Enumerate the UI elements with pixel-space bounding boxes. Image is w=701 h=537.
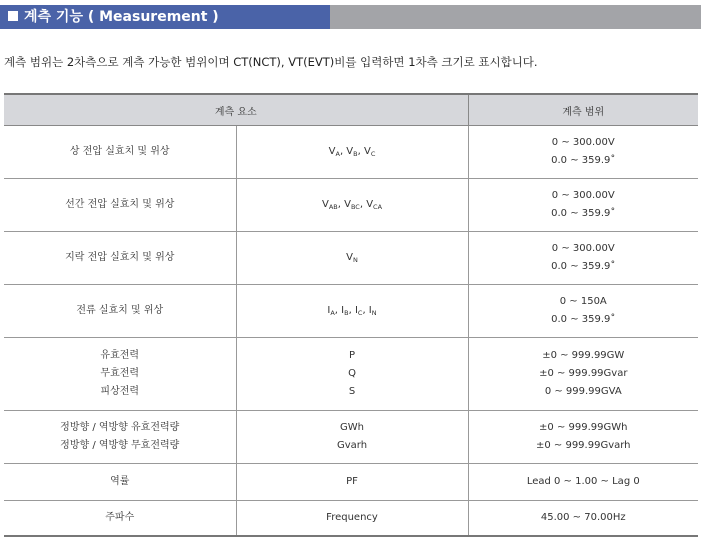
section-header (0, 5, 701, 29)
symbol-subscript: C (370, 150, 376, 158)
cell-range (468, 411, 698, 464)
table-row (4, 126, 698, 179)
header-measurement-range: 계측 범위 (468, 94, 698, 126)
range-value: ±0 ~ 999.99Gvarh (535, 440, 631, 451)
range-value: ±0 ~ 999.99GW (542, 350, 625, 361)
range-value: 0 ~ 300.00V (551, 137, 615, 148)
range-value: 0.0 ~ 359.9˚ (551, 208, 616, 219)
cell-item-name (4, 464, 236, 501)
range-value: 0 ~ 150A (559, 296, 607, 307)
item-name: 전류 실효치 및 위상 (76, 305, 164, 316)
section-title (8, 5, 219, 29)
item-name: 상 전압 실효치 및 위상 (69, 146, 170, 157)
header-gray-band (330, 5, 701, 29)
range-value: 0 ~ 300.00V (551, 243, 615, 254)
cell-range (468, 232, 698, 285)
cell-symbol (236, 411, 468, 464)
symbol: P (348, 350, 356, 361)
symbol-subscript: AB (328, 203, 338, 211)
item-name: 정방향 / 역방향 유효전력량 (60, 422, 180, 433)
symbol (237, 249, 468, 267)
cell-range (468, 126, 698, 179)
symbol-base: I (327, 305, 331, 316)
symbol-base: V (346, 252, 353, 263)
symbol-base: V (328, 146, 336, 157)
description-text: 계측 범위는 2차측으로 계측 가능한 범위이며 CT(NCT), VT(EVT)비를 입력하면 1차측 크기로 표시합니다. (4, 55, 538, 69)
range-value: 0 ~ 999.99GVA (544, 386, 622, 397)
range-value: 0 ~ 300.00V (551, 190, 615, 201)
cell-item-name (4, 411, 236, 464)
item-name: 주파수 (105, 511, 135, 523)
cell-symbol (236, 464, 468, 501)
symbol-subscript: BC (350, 203, 360, 211)
symbol: $V_A$, $V_B$, $V_C$ (328, 146, 376, 158)
cell-item-name (4, 179, 236, 232)
cell-symbol (236, 232, 468, 285)
symbol-subscript: N (371, 309, 377, 317)
symbol: $I_A$, $I_B$, $I_C$, $I_N$ (327, 305, 377, 317)
item-name: 무효전력 (100, 368, 140, 379)
symbol-subscript: A (335, 150, 340, 158)
range-value: 0.0 ~ 359.9˚ (551, 261, 616, 272)
range-value: Lead 0 ~ 1.00 ~ Lag 0 (526, 476, 640, 487)
range-value: ±0 ~ 999.99GWh (539, 422, 628, 433)
table-row (4, 232, 698, 285)
item-name: 정방향 / 역방향 무효전력량 (60, 440, 180, 451)
square-bullet-icon (8, 11, 18, 21)
section-title-text: 계측 기능 ( Measurement ) (24, 9, 219, 25)
measurement-table (4, 93, 698, 537)
cell-item-name (4, 501, 236, 536)
cell-range (468, 464, 698, 501)
symbol-subscript: A (330, 309, 335, 317)
table-row (4, 501, 698, 536)
item-name: 선간 전압 실효치 및 위상 (65, 199, 175, 210)
symbol-subscript: CA (373, 203, 383, 211)
cell-item-name (4, 232, 236, 285)
cell-item-name (4, 338, 236, 411)
symbol: Gvarh (336, 440, 368, 451)
range-value: 45.00 ~ 70.00Hz (540, 511, 626, 523)
symbol-base: V (344, 199, 351, 210)
symbol-base: I (341, 305, 345, 316)
cell-item-name (4, 285, 236, 338)
symbol-subscript: C (357, 309, 363, 317)
range-value: 0.0 ~ 359.9˚ (551, 314, 616, 325)
symbol-base: V (321, 199, 329, 210)
symbol-base: I (368, 305, 372, 316)
symbol: PF (346, 476, 358, 487)
range-value: ±0 ~ 999.99Gvar (539, 368, 628, 379)
symbol: GWh (340, 422, 364, 433)
symbol-subscript: B (344, 309, 349, 317)
range-value: 0.0 ~ 359.9˚ (551, 155, 616, 166)
symbol: $V_{AB}$, $V_{BC}$, $V_{CA}$ (321, 199, 383, 211)
cell-symbol (236, 126, 468, 179)
item-name: 역률 (110, 476, 130, 487)
cell-range (468, 285, 698, 338)
table-row (4, 338, 698, 411)
symbol: S (348, 386, 356, 397)
symbol-base: I (354, 305, 358, 316)
symbol: Q (348, 368, 356, 379)
cell-item-name (4, 126, 236, 179)
cell-range (468, 501, 698, 536)
symbol-base: V (346, 146, 354, 157)
cell-range (468, 338, 698, 411)
symbol-subscript: N (352, 256, 358, 264)
symbol-base: V (363, 146, 371, 157)
header-measurement-item: 계측 요소 (4, 94, 468, 126)
symbol: Frequency (326, 511, 378, 523)
symbol-subscript: B (353, 150, 358, 158)
symbol-base: V (366, 199, 374, 210)
cell-symbol (236, 501, 468, 536)
cell-symbol (236, 338, 468, 411)
table-row (4, 411, 698, 464)
item-name: 피상전력 (100, 386, 140, 397)
cell-symbol (236, 285, 468, 338)
table-row (4, 285, 698, 338)
item-name: 유효전력 (100, 350, 140, 361)
cell-symbol (236, 179, 468, 232)
table-row (4, 179, 698, 232)
table-body (4, 126, 698, 536)
item-name: 지락 전압 실효치 및 위상 (65, 252, 175, 263)
cell-range (468, 179, 698, 232)
table-header-row (4, 94, 698, 126)
table-row (4, 464, 698, 501)
